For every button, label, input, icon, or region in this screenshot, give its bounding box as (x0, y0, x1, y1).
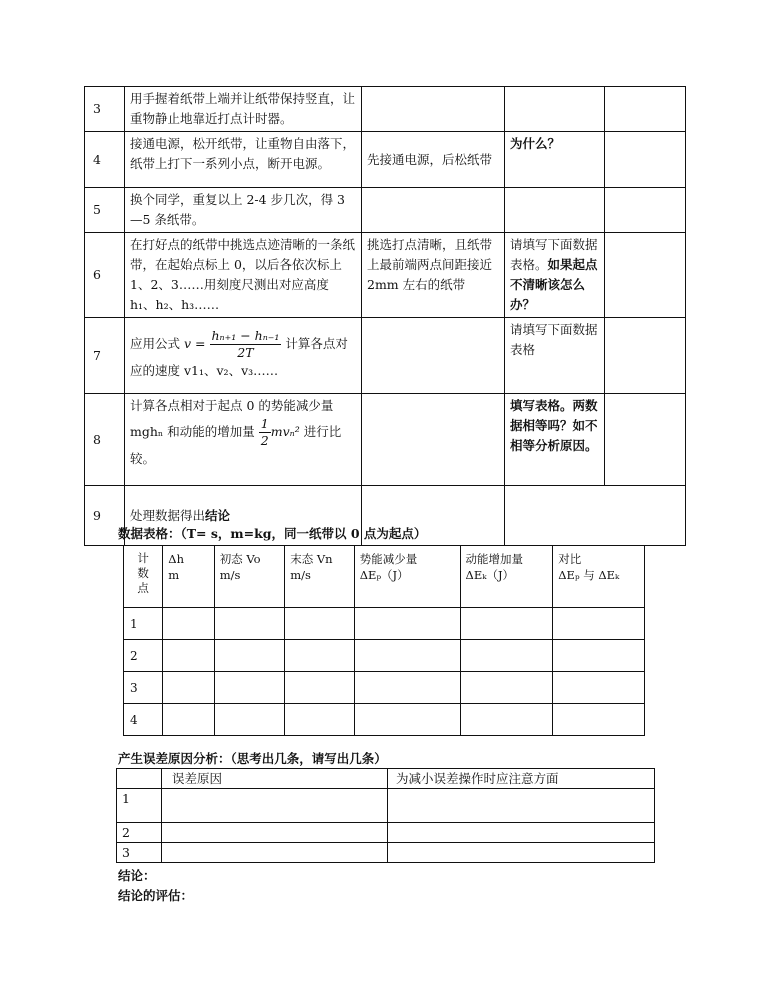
table-cell (354, 672, 460, 704)
step-note (362, 318, 505, 394)
ke-numerator: 1 (260, 416, 269, 431)
header-delta-h: Δh m (163, 546, 214, 608)
formula-label: 应用公式 (130, 336, 181, 351)
header-final-velocity: 末态 Vn m/s (285, 546, 355, 608)
header-count-point: 计 数 点 (124, 546, 163, 608)
table-cell (553, 672, 645, 704)
table-cell (117, 769, 162, 789)
table-cell (285, 608, 355, 640)
table-row (117, 789, 655, 823)
formula-denominator: 2T (237, 345, 254, 360)
step-op-plain: 处理数据得出 (130, 507, 206, 523)
row-number: 1 (124, 608, 163, 640)
step-note: 先接通电源，后松纸带 (362, 132, 505, 188)
step-extra (605, 318, 686, 394)
step-extra (605, 394, 686, 486)
table-cell (553, 608, 645, 640)
table-cell (354, 704, 460, 736)
step-operation: 换个同学，重复以上 2-4 步几次，得 3—5 条纸带。 (125, 188, 362, 233)
table-row (124, 704, 645, 736)
table-cell (460, 672, 553, 704)
step-number: 5 (85, 188, 125, 233)
table-cell (163, 640, 214, 672)
step-question: 填写表格。两数据相等吗？如不相等分析原因。 (505, 394, 605, 486)
header-error-cause: 误差原因 (162, 769, 388, 789)
step-number: 6 (85, 233, 125, 318)
velocity-formula (184, 328, 281, 361)
step-extra (605, 87, 686, 132)
row-number: 2 (124, 640, 163, 672)
table-cell (214, 704, 285, 736)
formula-lhs: v = (184, 336, 206, 351)
table-cell (460, 640, 553, 672)
row-number: 2 (117, 823, 162, 843)
step-note (362, 394, 505, 486)
step-operation (125, 394, 362, 486)
data-table-title: 数据表格：（T= s，m=kg，同一纸带以 0 点为起点） (118, 526, 427, 541)
table-cell (354, 640, 460, 672)
step-number: 4 (85, 132, 125, 188)
step-note (362, 87, 505, 132)
table-cell (388, 843, 655, 863)
table-row (124, 608, 645, 640)
row-number: 3 (117, 843, 162, 863)
table-row (124, 640, 645, 672)
table-cell (214, 608, 285, 640)
table-row (124, 672, 645, 704)
step-question-plain: 请填写下面数据表格。 (510, 237, 598, 272)
table-cell (553, 704, 645, 736)
step-extra (605, 188, 686, 233)
table-cell (163, 608, 214, 640)
evaluation-label: 结论的评估： (118, 888, 194, 903)
step-extra (605, 132, 686, 188)
table-cell (388, 789, 655, 823)
table-cell (388, 823, 655, 843)
table-cell (285, 640, 355, 672)
step-op-bold: 结论 (205, 507, 231, 523)
table-cell (163, 704, 214, 736)
table-cell (214, 640, 285, 672)
step-note (362, 188, 505, 233)
table-cell (553, 640, 645, 672)
table-cell (460, 608, 553, 640)
step-operation (125, 318, 362, 394)
step-question-bold: 如果起点不清晰该怎么办？ (510, 257, 598, 312)
step-question (505, 233, 605, 318)
table-cell (460, 704, 553, 736)
header-potential-decrease: 势能减少量 ΔEₚ（J） (354, 546, 460, 608)
table-cell (162, 843, 388, 863)
table-cell (163, 672, 214, 704)
energy-text-post: 进行比较。 (130, 424, 342, 466)
step-number: 7 (85, 318, 125, 394)
energy-text: 计算各点相对于起点 0 的势能减少量 (130, 398, 334, 413)
step-question: 为什么？ (505, 132, 605, 188)
step-note: 挑选打点清晰，且纸带上最前端两点间距接近 2mm 左右的纸带 (362, 233, 505, 318)
table-row (117, 823, 655, 843)
header-initial-velocity: 初态 Vo m/s (214, 546, 285, 608)
formula-tail: 计算各点对应的速度 v1₁、v₂、v₃…… (130, 336, 348, 378)
kinetic-energy-formula (259, 416, 300, 449)
error-table (116, 768, 655, 863)
step-operation: 在打好点的纸带中挑选点迹清晰的一条纸带，在起始点标上 0，以后各依次标上 1、2、3……用刻度尺测出对应高度 h₁、h₂、h₃…… (125, 233, 362, 318)
table-cell (354, 608, 460, 640)
table-cell (214, 672, 285, 704)
ke-expression: mvₙ² (270, 424, 300, 439)
conclusion-label: 结论： (118, 868, 156, 883)
data-table (123, 545, 645, 736)
ke-denominator: 2 (260, 433, 269, 448)
step-question (505, 188, 605, 233)
step-operation: 接通电源，松开纸带，让重物自由落下，纸带上打下一系列小点，断开电源。 (125, 132, 362, 188)
formula-numerator: hₙ₊₁ − hₙ₋₁ (211, 328, 280, 343)
step-question (505, 486, 686, 546)
step-number: 9 (85, 486, 125, 546)
table-cell (162, 823, 388, 843)
row-number: 1 (117, 789, 162, 823)
table-cell (162, 789, 388, 823)
row-number: 4 (124, 704, 163, 736)
header-precaution: 为减小误差操作时应注意方面 (388, 769, 655, 789)
row-number: 3 (124, 672, 163, 704)
procedure-table (84, 86, 686, 546)
table-row (117, 843, 655, 863)
step-operation: 用手握着纸带上端并让纸带保持竖直，让重物静止地靠近打点计时器。 (125, 87, 362, 132)
step-number: 8 (85, 394, 125, 486)
step-question (505, 87, 605, 132)
step-extra (605, 233, 686, 318)
step-question: 请填写下面数据表格 (505, 318, 605, 394)
step-number: 3 (85, 87, 125, 132)
error-analysis-title: 产生误差原因分析：（思考出几条，请写出几条） (118, 751, 387, 766)
table-cell (285, 672, 355, 704)
header-kinetic-increase: 动能增加量 ΔEₖ（J） (460, 546, 553, 608)
table-cell (285, 704, 355, 736)
energy-text-mid: mghₙ 和动能的增加量 (130, 424, 255, 439)
header-comparison: 对比 ΔEₚ 与 ΔEₖ (553, 546, 645, 608)
